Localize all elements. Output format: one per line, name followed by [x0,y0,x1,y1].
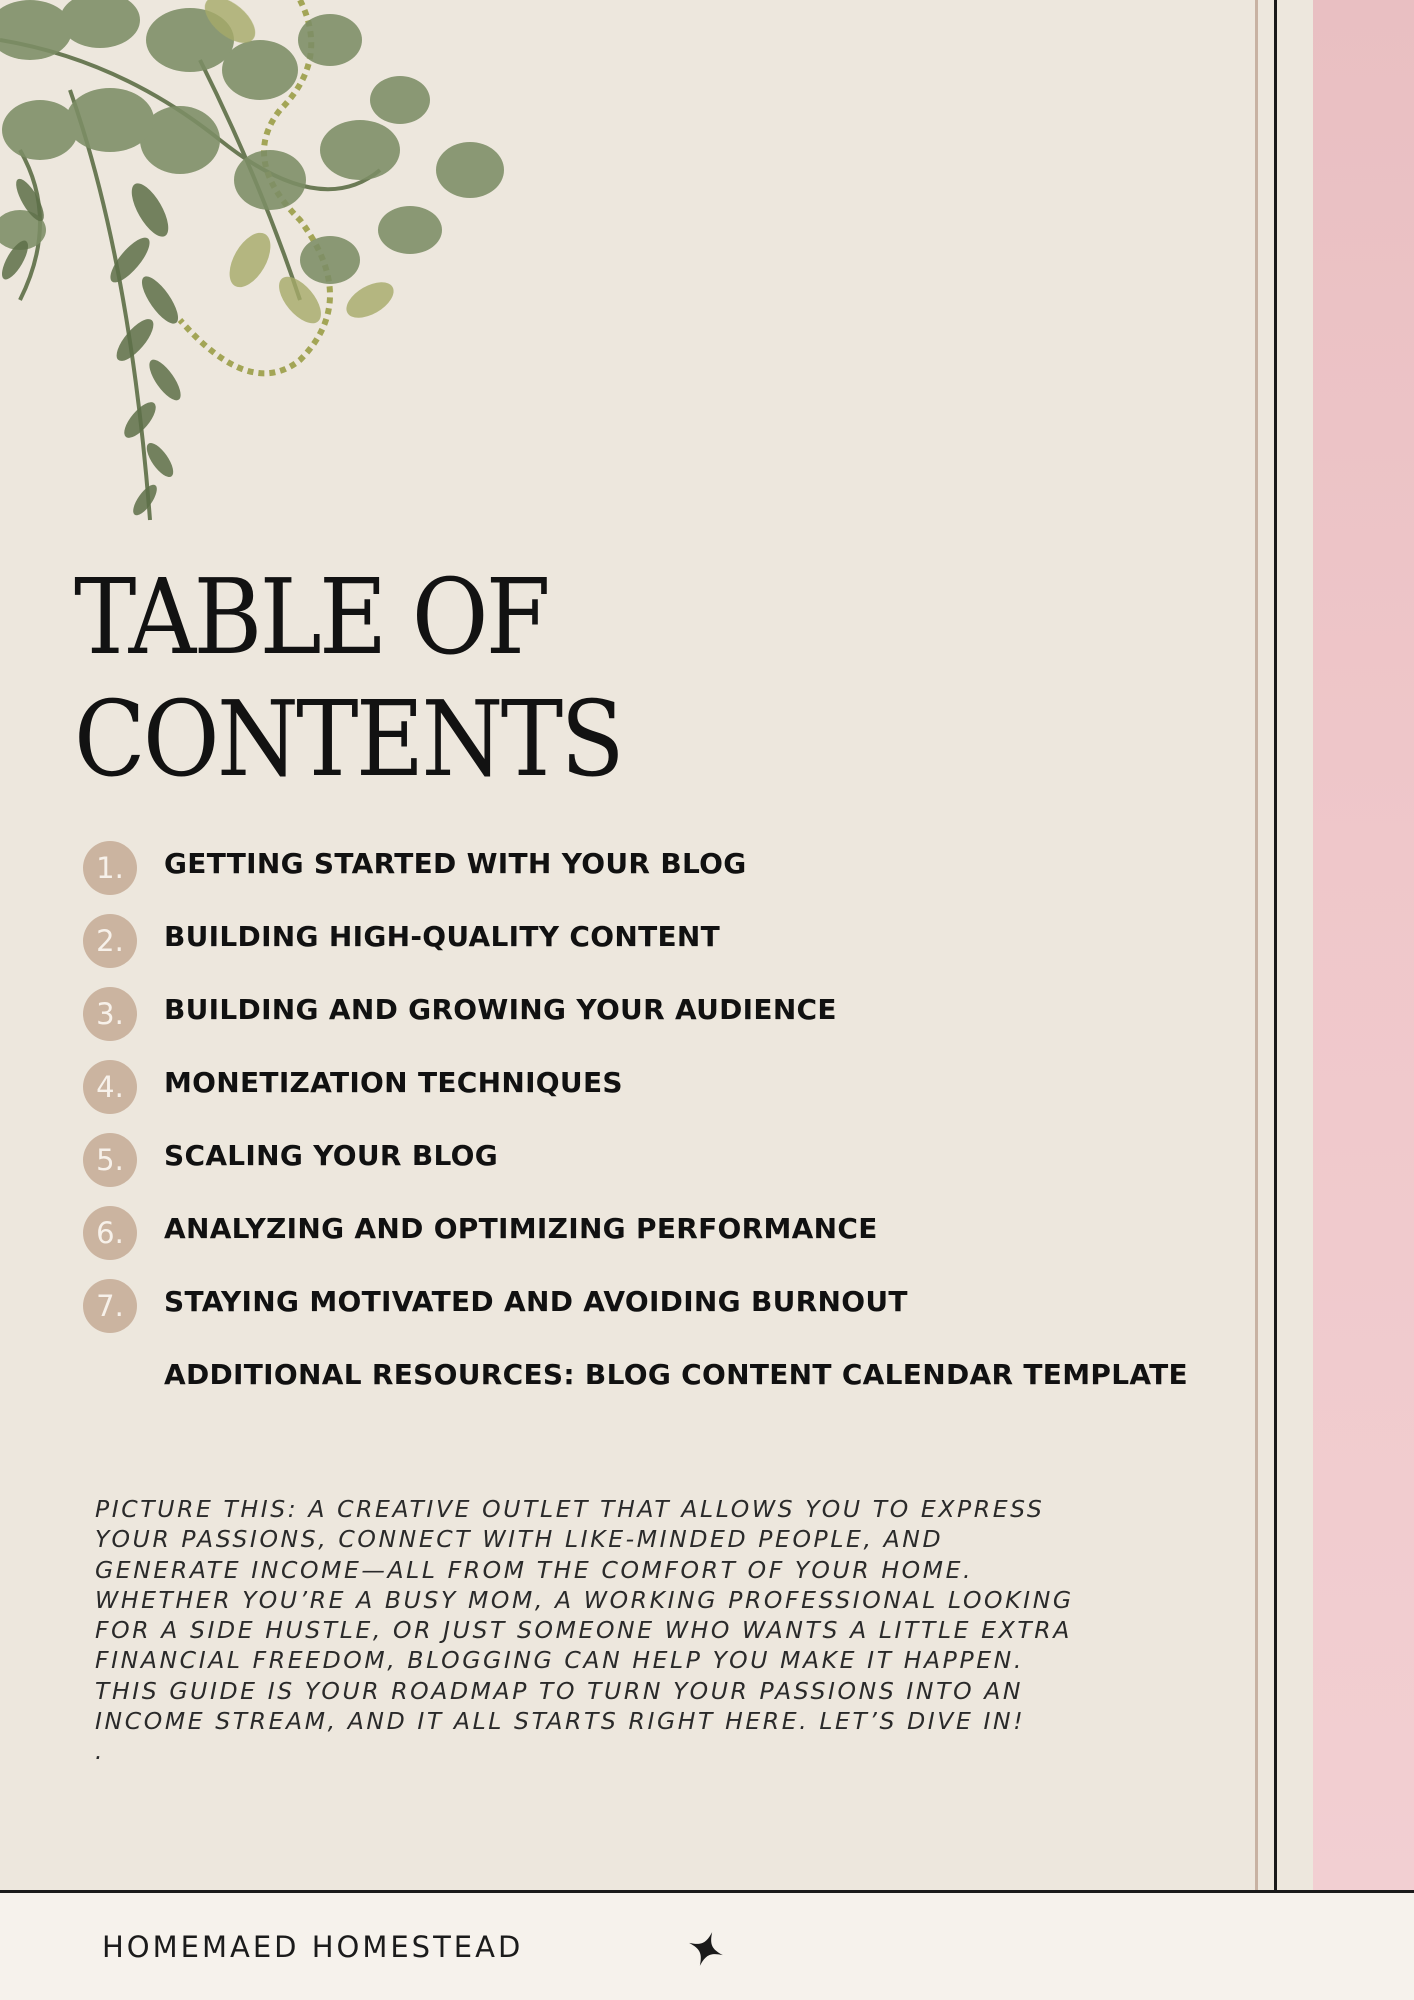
toc-number-badge: 2. [83,914,137,968]
toc-item-label: SCALING YOUR BLOG [164,1139,499,1172]
toc-item-7[interactable] [83,1277,1263,1350]
page-title [74,556,622,800]
toc-item-4[interactable] [83,1058,1263,1131]
toc-number-badge: 4. [83,1060,137,1114]
toc-number-badge: 1. [83,841,137,895]
toc-item-3[interactable] [83,985,1263,1058]
toc-item-label: ANALYZING AND OPTIMIZING PERFORMANCE [164,1212,878,1245]
toc-number-badge: 5. [83,1133,137,1187]
intro-paragraph: PICTURE THIS: A CREATIVE OUTLET THAT ALLOWS YOU TO EXPRESS YOUR PASSIONS, CONNECT WITH LIKE-MINDED PEOPLE, AND GENERATE INCOME—ALL FROM THE COMFORT OF YOUR HOME. WHETHER YOU’RE A BUSY MOM, A WORKING PROFESSIONAL LOOKING FOR A SIDE HUSTLE, OR JUST SOMEONE WHO WANTS A LITTLE EXTRA FINANCIAL FREEDOM, BLOGGING CAN HELP YOU MAKE IT HAPPEN. THIS GUIDE IS YOUR ROADMAP TO TURN YOUR PASSIONS INTO AN INCOME STREAM, AND IT ALL STARTS RIGHT HERE. LET’S DIVE IN! . [95,1495,1074,1766]
divider-line [1255,0,1258,1893]
eucalyptus-foliage-illustration [0,0,520,540]
four-point-star-icon [688,1931,724,1967]
toc-number-badge: 6. [83,1206,137,1260]
toc-item-2[interactable] [83,912,1263,985]
pink-side-strip [1313,0,1414,1893]
title-line-1: TABLE OF [74,556,549,678]
table-of-contents-list [83,839,1263,1423]
footer-brand: HOMEMAED HOMESTEAD [102,1930,524,1964]
toc-item-label: BUILDING HIGH-QUALITY CONTENT [164,920,721,953]
toc-number-badge: 7. [83,1279,137,1333]
toc-item-label: BUILDING AND GROWING YOUR AUDIENCE [164,993,837,1026]
toc-item-label: ADDITIONAL RESOURCES: BLOG CONTENT CALENDAR TEMPLATE [164,1358,1188,1391]
divider-line [1274,0,1277,1893]
title-line-2: CONTENTS [74,678,622,800]
toc-item-label: GETTING STARTED WITH YOUR BLOG [164,847,747,880]
toc-item-1[interactable] [83,839,1263,912]
toc-item-5[interactable] [83,1131,1263,1204]
toc-item-additional-resources[interactable] [83,1350,1263,1423]
toc-item-6[interactable] [83,1204,1263,1277]
toc-number-badge: 3. [83,987,137,1041]
toc-item-label: STAYING MOTIVATED AND AVOIDING BURNOUT [164,1285,908,1318]
toc-item-label: MONETIZATION TECHNIQUES [164,1066,623,1099]
